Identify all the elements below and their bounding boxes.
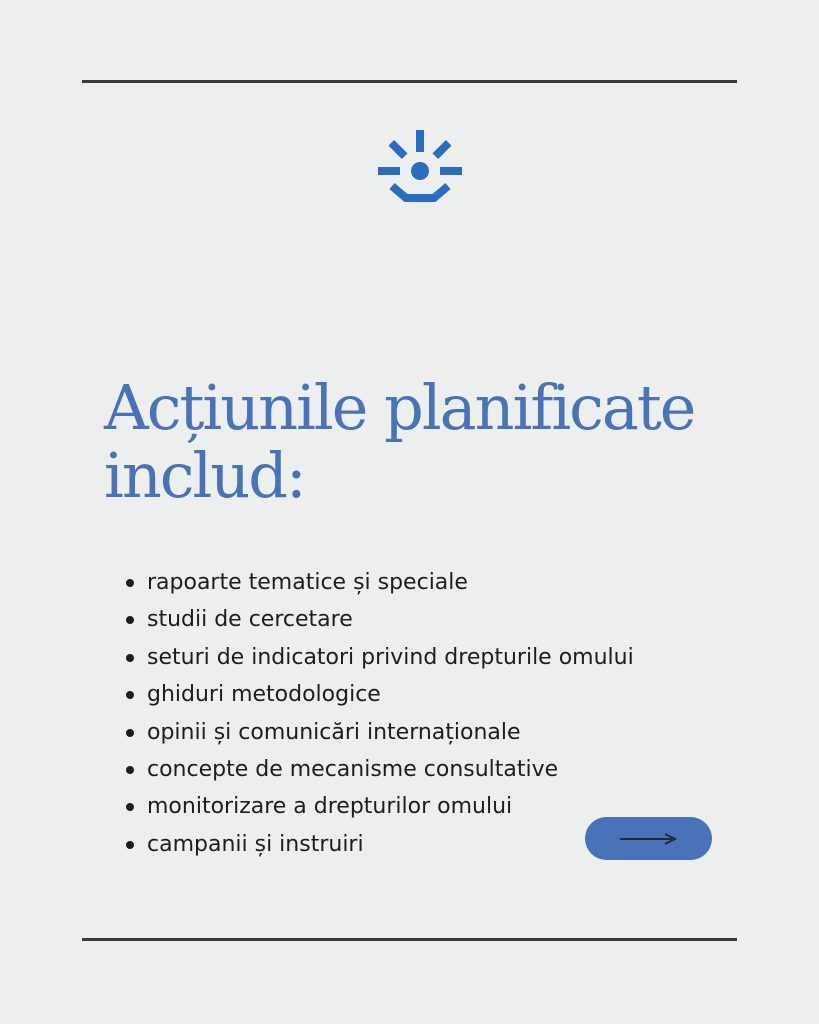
list-item	[124, 714, 634, 751]
list-item-text: rapoarte tematice și speciale	[147, 570, 468, 595]
bullet-icon	[126, 616, 134, 624]
list-item-text: concepte de mecanisme consultative	[147, 756, 559, 782]
list-item	[124, 751, 634, 788]
bullet-icon	[126, 691, 134, 699]
bullet-icon	[126, 841, 134, 849]
list-item-text: opinii și comunicări internaționale	[147, 719, 521, 745]
arrow-right-icon	[620, 831, 678, 847]
actions-list	[124, 564, 634, 863]
bullet-icon	[126, 579, 134, 587]
list-item-text: campanii și instruiri	[147, 831, 364, 857]
list-item	[124, 639, 634, 676]
list-item	[124, 676, 634, 713]
page-title	[104, 371, 744, 512]
list-item	[124, 788, 634, 825]
list-item	[124, 826, 634, 863]
bullet-icon	[126, 654, 134, 662]
bottom-divider	[82, 938, 737, 941]
list-item-text: ghiduri metodologice	[147, 682, 381, 708]
bullet-icon	[126, 729, 134, 737]
bullet-icon	[126, 766, 134, 774]
bullet-icon	[126, 803, 134, 811]
next-button[interactable]	[585, 817, 712, 860]
list-item	[124, 564, 634, 601]
title-line-2: includ:	[104, 439, 305, 512]
sun-eye-icon	[376, 128, 464, 208]
list-item-text: studii de cercetare	[147, 607, 353, 633]
list-item-text: seturi de indicatori privind drepturile omului	[147, 644, 634, 670]
title-line-1: Acțiunile planificate	[104, 371, 695, 444]
top-divider	[82, 80, 737, 83]
list-item-text: monitorizare a drepturilor omului	[147, 794, 513, 820]
list-item	[124, 601, 634, 638]
